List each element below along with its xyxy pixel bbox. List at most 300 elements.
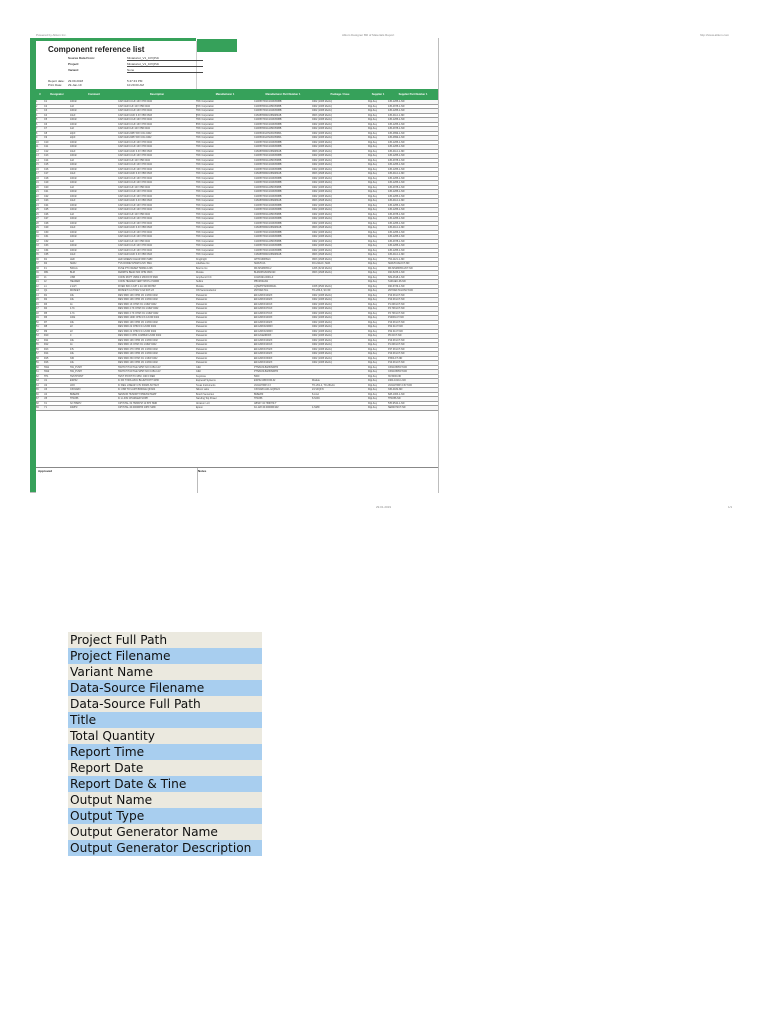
table-cell: CAP CER 1UF 10V X5R 0402 [118,158,150,162]
table-cell: 445-4978-1-ND [388,239,405,243]
table-cell: 0402 (1005 Metric) [312,352,333,355]
table-cell: CAP CER 0.1UF 16V X7R 0402 [118,154,152,157]
page-number: 1/1 [728,506,733,509]
table-cell: Digi-Key [368,127,378,130]
table-cell: 10k [70,293,74,297]
table-cell: 42 [36,284,39,288]
table-cell: 0402 (1005 Metric) [312,302,333,306]
table-cell: FERRITE BEAD 600 OHM 0603 [118,271,153,274]
table-cell: TDK Corporation [196,230,214,234]
table-cell: 445-4899-1-ND [388,136,405,139]
table-cell: 8-SOIC [312,397,320,400]
table-cell: RES SMD 330 OHM 1% 1/16W 0402 [118,356,158,360]
parameter-item[interactable]: Report Date & Tine [68,776,262,792]
table-cell: 445-4978-1-ND [388,127,405,130]
table-cell: 445-1265-1-ND [388,118,405,121]
table-cell: 7 [36,127,38,130]
table-cell: C1005C0G1H220J050BA [254,131,282,135]
parameter-item[interactable]: Data-Source Filename [68,680,262,696]
table-cell: FA-128 40.0000MF10Z [254,406,279,409]
table-cell: 445-1265-1-ND [388,145,405,148]
table-cell: P10.0KLCT-ND [388,361,405,364]
table-cell: Digi-Key [368,203,378,207]
table-cell: CAP CER 1UF 10V X5R 0402 [118,185,150,189]
table-cell: C31 [44,235,49,238]
table-cell: P4.70KLCT-ND [388,307,405,310]
table-cell: C1005X5R1A105K050BB [254,158,282,162]
table-cell: 40 [36,275,39,279]
table-cell: C7 [44,127,48,130]
table-cell: 0402 (1005 Metric) [312,248,333,252]
table-cell: CAP CER 10UF 6.3V X5R 0603 [118,226,152,229]
table-cell: TDK Corporation [196,199,214,202]
table-cell: Panasonic [196,361,208,364]
table-cell: Digi-Key [368,325,378,328]
table-row [36,406,438,411]
table-cell: 34 [36,248,39,252]
table-cell: Digi-Key [368,388,378,391]
page-footer-date: 29.01.2019 [376,506,392,509]
table-cell: SW_PUSH [70,370,82,373]
table-cell: Digi-Key [368,383,378,387]
table-cell: Digi-Key [368,226,378,229]
table-cell: 10118194-0001LF [254,275,274,279]
table-cell: U5 [44,397,48,400]
table-cell: Digi-Key [368,239,378,243]
table-cell: CAP CER 0.1UF 16V X7R 0402 [118,235,152,238]
table-cell: 445-1265-1-ND [388,230,405,234]
table-cell: ABS07-32.768KHZ-T [254,401,277,405]
table-cell: CAP CER 0.1UF 16V X7R 0402 [118,163,152,166]
table-cell: 100nF [70,167,77,171]
table-cell: 445-4978-1-ND [388,104,405,108]
table-cell: 2 [36,104,38,108]
table-cell: MOSFET N-CH 60V 0.3A SOT-23 [118,289,154,292]
table-cell: CP2102N-A01-GQFN24 [254,388,280,391]
table-cell: Digi-Key [368,248,378,252]
parameter-item[interactable]: Project Filename [68,648,262,664]
table-cell: 16 [36,167,39,171]
table-cell: 445-1265-1-ND [388,181,405,184]
table-cell: TDK Corporation [196,248,214,252]
column-header: Supplier 1 [371,93,385,96]
table-cell: RES SMD 100K OHM 1% 1/16W 0402 [118,316,160,319]
table-cell: FIXED IND 2.2UH 1.2A 100 MOHM [118,284,156,288]
table-cell: Digi-Key [368,244,378,247]
table-cell: 38 [36,266,39,270]
table-cell: Digi-Key [368,190,378,193]
table-cell: Panasonic [196,343,208,346]
table-cell: APTD1608SGC [254,257,271,261]
table-cell: CAP CER 22PF 50V C0G 0402 [118,131,152,135]
table-cell: TDK Corporation [196,194,214,198]
table-cell: 0402 (1005 Metric) [312,361,333,364]
table-cell: C18 [44,176,49,180]
table-cell: CAP CER 0.1UF 16V X7R 0402 [118,140,152,144]
table-cell: TVS DIODE 5VWM 9.2VC SMA [118,262,152,265]
table-cell: Littelfuse Inc. [196,262,211,265]
table-cell: TDK Corporation [196,167,214,171]
table-cell: Digi-Key [368,158,378,162]
table-cell: CAP CER 0.1UF 16V X7R 0402 [118,122,152,126]
table-cell: RES SMD 0 OHM JUMPER 1/16W 0402 [118,334,162,337]
table-cell: C1005C0G1H220J050BA [254,136,282,139]
parameter-item[interactable]: Output Generator Name [68,824,262,840]
table-cell: SWITCH TACTILE SPST-NO 0.05A 12V [118,365,161,369]
table-cell: 1uF [70,212,75,216]
table-cell: 100nF [70,203,77,207]
table-cell: 32.768kHz [70,401,82,405]
parameter-item[interactable]: Output Type [68,808,262,824]
table-cell: ERJ-2RKF3300X [254,356,273,360]
table-cell: Digi-Key [368,109,378,112]
table-cell: Panasonic [196,316,208,319]
table-cell: C34 [44,248,49,252]
table-cell: C1005X7R1C104K050BB [254,163,282,166]
table-cell: 65 [36,388,39,391]
table-cell: 0402 (1005 Metric) [312,244,333,247]
table-cell: 0402 (1005 Metric) [312,131,333,135]
table-body [36,100,438,411]
table-cell: C1608X5R0J106M080AB [254,172,282,175]
table-cell: S1011EC-06-ND [388,280,406,283]
meta-value-source: Miniaturiot_V1_0.PrjPcb [127,56,203,61]
table-cell: CAP CER 0.1UF 16V X7R 0402 [118,176,152,180]
table-cell: ERJ-2RKF4701X [254,311,273,315]
table-cell: Espressif Systems [196,379,216,382]
table-cell: C1608X5R0J106M080AB [254,226,282,229]
table-cell: Digi-Key [368,253,378,256]
table-cell: 62 [36,374,39,378]
table-cell: C1005X7R1C104K050BB [254,118,282,121]
table-cell: CAP CER 0.1UF 16V X7R 0402 [118,118,152,121]
table-cell: 445-4112-1-ND [388,199,405,202]
table-cell: 1 [36,100,38,103]
table-cell: ERJ-2RKF4701X [254,307,273,310]
table-cell: P100KLCT-ND [388,316,404,319]
table-cell: C1005X7R1C104K050BB [254,154,282,157]
table-cell: 445-4112-1-ND [388,113,405,117]
table-cell: Panasonic [196,298,208,301]
table-cell: Digi-Key [368,194,378,198]
table-cell: RES SMD 4.7K OHM 1% 1/16W 0402 [118,307,159,310]
table-cell: C20 [44,185,49,189]
parameter-item[interactable]: Title [68,712,262,728]
table-cell: 0603 (1608 Metric) [312,172,333,175]
meta-label-variant: Variant: [68,68,80,72]
table-cell: C25 [44,208,49,211]
table-cell: C33 [44,244,49,247]
table-cell: 28 [36,221,39,225]
parameter-item[interactable]: Project Full Path [68,632,262,648]
table-cell: PTS810SJM250SMTR [254,365,279,369]
table-cell: 1uF [70,104,75,108]
table-cell: Digi-Key [368,280,378,283]
table-cell: ERJ-2RKF1001X [254,302,273,306]
table-cell: Digi-Key [368,176,378,180]
table-cell: C17 [44,172,49,175]
table-cell: C3 [44,109,48,112]
table-cell: CAP CER 10UF 6.3V X5R 0603 [118,199,152,202]
table-cell: 0 [70,334,72,337]
table-cell: Digi-Key [368,352,378,355]
table-cell: Bosch Sensortec [196,392,215,396]
table-cell: R15 [44,356,49,360]
table-cell: RES SMD 10K OHM 1% 1/16W 0402 [118,361,158,364]
table-cell: 1008 (2520 Metric) [312,284,333,288]
table-cell: SMAJ5.0A [254,262,266,265]
table-cell: TO-261-4, TO-261AA [312,383,335,387]
table-cell: 49 [36,316,39,319]
table-cell: Digi-Key [368,149,378,153]
table-cell: P330LCT-ND [388,356,403,360]
table-cell: TDK Corporation [196,163,214,166]
table-cell: P4.70KLCT-ND [388,311,405,315]
table-cell: ERJ-2RKF1003X [254,316,273,319]
table-cell: C1005X7R1C104K050BB [254,248,282,252]
table-cell: ERJ-2RKF22R0X [254,325,273,328]
table-cell: 445-1265-1-ND [388,122,405,126]
parameter-item[interactable]: Data-Source Full Path [68,696,262,712]
table-cell: CRYSTAL 40.0000MHZ 10PF SMD [118,406,156,409]
table-cell: C1608X5R0J106M080AB [254,199,282,202]
table-cell: D2 [44,262,48,265]
table-cell: 100nF [70,244,77,247]
table-cell: LED GREEN CLEAR 0603 SMD [118,257,153,261]
table-cell: 445-4978-1-ND [388,158,405,162]
table-cell: MOSFET [70,289,80,292]
table-cell: C1005X7R1C104K050BB [254,194,282,198]
table-cell: C6 [44,122,48,126]
table-cell: 15 [36,163,39,166]
table-cell: C15 [44,163,49,166]
table-cell: TDK Corporation [196,253,214,256]
table-cell: 100nF [70,100,77,103]
table-cell: TDK Corporation [196,158,214,162]
table-cell: C24 [44,203,49,207]
table-cell: ERJ-2RKF4702X [254,347,273,351]
table-cell: 10k [70,320,74,324]
table-cell: C1005X7R1C104K050BB [254,122,282,126]
table-cell: 100nF [70,109,77,112]
print-date-value: 29-Jan-19 [68,83,82,87]
table-cell: 100nF [70,190,77,193]
table-cell: 445-1265-1-ND [388,176,405,180]
table-cell: 0402 (1005 Metric) [312,338,333,342]
table-cell: TDK Corporation [196,145,214,148]
table-cell: 100nF [70,230,77,234]
table-cell: SW1 [44,365,50,369]
table-cell: J2 [44,280,47,283]
table-cell: Kingbright [196,257,207,261]
meta-label-project: Project: [68,62,80,66]
table-cell: 68 [36,401,39,405]
table-cell: 40MHz [70,406,78,409]
table-cell: 828-1063-1-ND [388,392,405,396]
table-cell: Digi-Key [368,140,378,144]
table-cell: IC REG LINEAR 3.3V 600MA SOT223 [118,383,159,387]
parameter-item[interactable]: Variant Name [68,664,262,680]
table-cell: 9 [36,136,38,139]
table-cell: 100nF [70,163,77,166]
table-cell: C27 [44,217,49,220]
table-cell: TDK Corporation [196,118,214,121]
parameter-list [68,632,262,856]
table-cell: 10uF [70,113,76,117]
table-cell: TDK Corporation [196,154,214,157]
table-cell: L1 [44,284,47,288]
table-cell: Digi-Key [368,154,378,157]
table-cell: 33 [36,244,39,247]
table-cell: RES SMD 10K OHM 1% 1/16W 0402 [118,298,158,301]
parameter-item[interactable]: Output Generator Description [68,840,262,856]
table-cell: Digi-Key [368,338,378,342]
table-cell: CAP CER 0.1UF 16V X7R 0402 [118,203,152,207]
table-cell: 0402 (1005 Metric) [312,221,333,225]
table-cell: SW2 [44,370,50,373]
table-cell: TDK Corporation [196,109,214,112]
table-cell: C9 [44,136,48,139]
table-cell: C1005X7R1C104K050BB [254,176,282,180]
table-cell: P1.00KLCT-ND [388,343,405,346]
table-cell: 0402 (1005 Metric) [312,316,333,319]
table-cell: C1005X5R1A105K050BB [254,212,282,216]
table-header [36,89,438,100]
table-cell: R6 [44,316,48,319]
table-cell: CONN RCPT USB2.0 MICRO B SMD [118,275,158,279]
table-cell: R3 [44,302,48,306]
table-cell: 445-1265-1-ND [388,217,405,220]
table-cell: 0402 (1005 Metric) [312,167,333,171]
table-cell: 0402 (1005 Metric) [312,325,333,328]
table-cell: 445-1265-1-ND [388,194,405,198]
table-cell: C13 [44,154,49,157]
table-cell: 445-1265-1-ND [388,203,405,207]
table-cell: 2.2uH [70,284,77,288]
table-cell: U1 [44,379,48,382]
parameter-item[interactable]: Output Name [68,792,262,808]
table-cell: CAP CER 0.1UF 16V X7R 0402 [118,221,152,225]
table-cell: ERJ-2GE0R00X [254,334,272,337]
parameter-item[interactable]: Total Quantity [68,728,262,744]
table-cell: IC LI-ION CHARGER SOP8 [118,397,148,400]
report-time-value: 5:47:43 PM [127,79,143,83]
table-cell: Digi-Key [368,298,378,301]
table-cell: SMAJ5.0ALFCT-ND [388,262,410,265]
table-cell: P10.0KLCT-ND [388,320,405,324]
table-cell: RES SMD 10K OHM 1% 1/16W 0402 [118,293,158,297]
table-cell: 6 [36,122,38,126]
table-cell: 0402 (1005 Metric) [312,203,333,207]
table-cell: NanJing Top Power [196,397,217,400]
table-cell: 0402 (1005 Metric) [312,334,333,337]
table-cell: Abracon LLC [196,401,210,405]
table-cell: 1206 (3216 Metric) [312,266,333,270]
table-cell: 10k [70,298,74,301]
table-cell: Digi-Key [368,230,378,234]
table-cell: CAP CER 1UF 10V X5R 0402 [118,239,150,243]
table-cell: 17 [36,172,39,175]
table-cell: Digi-Key [368,217,378,220]
table-cell: Epson [196,406,203,409]
column-header: Supplier Part Number 1 [398,93,428,96]
table-cell: USB [70,275,75,279]
approved-label: Approved [38,469,53,473]
table-cell: C1005X7R1C104K050BB [254,208,282,211]
table-cell: 4 [36,113,38,117]
table-cell: TP1 [44,374,49,378]
table-cell: ERJ-2RKF1002X [254,298,273,301]
table-cell: RES SMD 22 OHM 1% 1/16W 0402 [118,325,157,328]
parameter-item[interactable]: Report Time [68,744,262,760]
table-cell: 5000 [254,374,260,378]
table-cell: Panasonic [196,347,208,351]
table-cell: TDK Corporation [196,122,214,126]
table-cell: RES SMD 47K OHM 1% 1/16W 0402 [118,347,158,351]
table-cell: 0402 (1005 Metric) [312,329,333,333]
table-cell: MF-MSMF050-2 [254,266,272,270]
column-header: Designator [50,93,64,96]
table-cell: 445-4978-1-ND [388,185,405,189]
parameter-item[interactable]: Report Date [68,760,262,776]
table-cell: 0603 (1608 Metric) [312,199,333,202]
table-cell: 32 [36,239,39,243]
table-cell: 22 [70,325,73,328]
table-cell: RES SMD 22 OHM 1% 1/16W 0402 [118,329,157,333]
table-cell: C1005X7R1C104K050BB [254,203,282,207]
table-cell: TDK Corporation [196,203,214,207]
table-cell: Digi-Key [368,113,378,117]
page-header-right: http://www.altium.com [700,34,730,37]
table-cell: CAP CER 10UF 6.3V X5R 0603 [118,113,152,117]
table-cell: SER4072CT-ND [388,406,406,409]
table-cell: C10 [44,140,49,144]
table-cell: BLM [70,271,75,274]
table-cell: Panasonic [196,307,208,310]
table-cell: 12 [36,149,39,153]
table-cell: 0402 (1005 Metric) [312,100,333,103]
table-cell: C2 [44,104,48,108]
table-cell: 0402 (1005 Metric) [312,356,333,360]
table-cell: LM1117IMP-3.3 [254,383,271,387]
table-cell: 39 [36,271,39,274]
table-cell: Digi-Key [368,257,378,261]
table-cell: 0402 (1005 Metric) [312,140,333,144]
table-cell: 0402 (1005 Metric) [312,127,333,130]
table-cell: Panasonic [196,329,208,333]
table-cell: Digi-Key [368,208,378,211]
table-cell: CAP CER 0.1UF 16V X7R 0402 [118,230,152,234]
table-cell: 0603 (1608 Metric) [312,113,333,117]
table-cell: U2 [44,383,48,387]
table-cell: 0603 (1608 Metric) [312,253,333,256]
table-cell: Digi-Key [368,293,378,297]
print-date-label: Print Date: [48,83,63,87]
table-cell: 22pF [70,136,76,139]
table-cell: Murata [196,284,204,288]
table-cell: TDK Corporation [196,244,214,247]
table-cell: C11 [44,145,49,148]
table-cell: D1 [44,257,48,261]
table-cell: ERJ-2RKF1002X [254,361,273,364]
table-cell: ERJ-2RKF1002X [254,352,273,355]
table-cell: 100nF [70,208,77,211]
table-cell: R8 [44,325,48,328]
table-cell: Digi-Key [368,406,378,409]
table-cell: 0603 (1608 Metric) [312,149,333,153]
table-cell: TDK Corporation [196,131,214,135]
table-cell: 2N7002LT1GOSCT-ND [388,289,413,292]
